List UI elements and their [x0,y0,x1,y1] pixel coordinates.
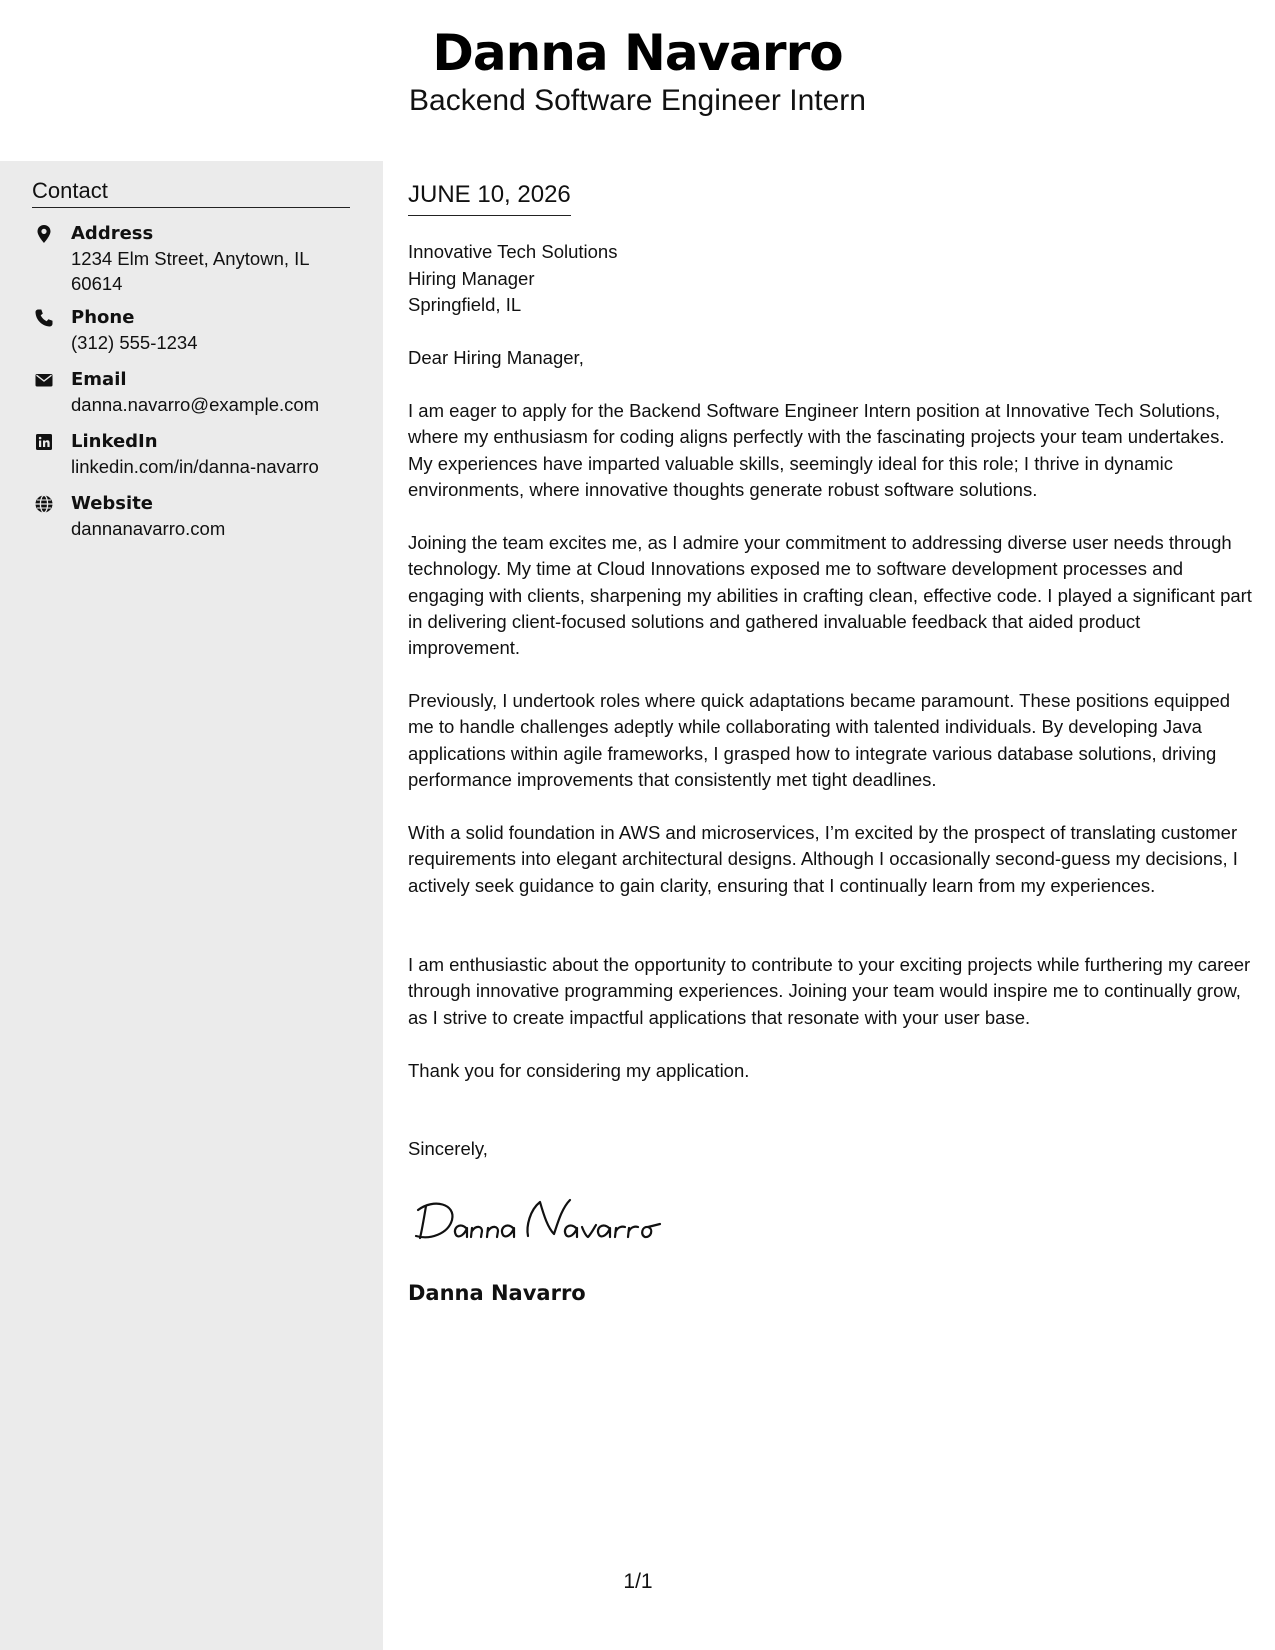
signer-name: Danna Navarro [408,1281,586,1305]
contact-value: 1234 Elm Street, Anytown, IL 60614 [71,248,309,294]
letter-paragraph: Thank you for considering my application. [408,1060,750,1081]
page-header [0,0,1275,161]
salutation: Dear Hiring Manager, [408,347,584,368]
contact-label: Phone [71,307,135,328]
job-title: Backend Software Engineer Intern [409,84,866,117]
recipient-company: Innovative Tech Solutions [408,241,618,262]
phone-icon [34,308,54,328]
letter-paragraph: I am enthusiastic about the opportunity to contribute to your exciting projects while furthering my career through innovative programming experiences. Joining your team would inspire me to continually grow, as I strive to create impactful applications that resonate with your user base. [408,954,1251,1028]
letter-paragraph: Previously, I undertook roles where quick adaptations became paramount. These positions equipped me to handle challenges adeptly while collaborating with talented individuals. By developing Java applications within agile frameworks, I grasped how to integrate various database solutions, driving performance improvements that consistently met tight deadlines. [408,690,1231,790]
contact-label: Address [71,223,154,244]
contact-sidebar [0,161,383,1650]
linkedin-icon [34,432,54,452]
recipient-location: Springfield, IL [408,294,522,315]
contact-value: linkedin.com/in/danna-navarro [71,456,319,477]
page-number: 1/1 [623,1570,653,1593]
contact-value: dannanavarro.com [71,518,226,539]
recipient-block [408,239,617,319]
globe-icon [34,494,54,514]
map-pin-icon [34,224,54,244]
contact-section-title: Contact [32,176,350,208]
envelope-icon [34,370,54,390]
letter-paragraph: Joining the team excites me, as I admire your commitment to addressing diverse user needs through technology. My time at Cloud Innovations exposed me to software development processes and engaging with clients, sharpening my abilities in crafting clean, effective code. I played a significant part in delivering client-focused solutions and gathered invaluable feedback that aided product improvement. [408,532,1252,659]
contact-label: Website [71,493,154,514]
contact-label: LinkedIn [71,431,158,452]
contact-value: danna.navarro@example.com [71,394,320,415]
contact-value: (312) 555-1234 [71,332,198,353]
closing: Sincerely, [408,1138,488,1159]
handwritten-signature [412,1188,672,1248]
letter-paragraph: I am eager to apply for the Backend Software Engineer Intern position at Innovative Tech Solutions, where my enthusiasm for coding aligns perfectly with the fascinating projects your team undertakes. My experiences have imparted valuable skills, seemingly ideal for this role; I thrive in dynamic environments, where innovative thoughts generate robust software solutions. [408,400,1225,500]
letter-paragraph: With a solid foundation in AWS and microservices, I’m excited by the prospect of translating customer requirements into elegant architectural designs. Although I occasionally second-guess my decisions, I actively seek guidance to gain clarity, ensuring that I continually learn from my experiences. [408,822,1238,896]
applicant-name: Danna Navarro [432,24,843,82]
contact-label: Email [71,369,127,390]
recipient-role: Hiring Manager [408,267,535,289]
letter-date: JUNE 10, 2026 [408,179,571,216]
